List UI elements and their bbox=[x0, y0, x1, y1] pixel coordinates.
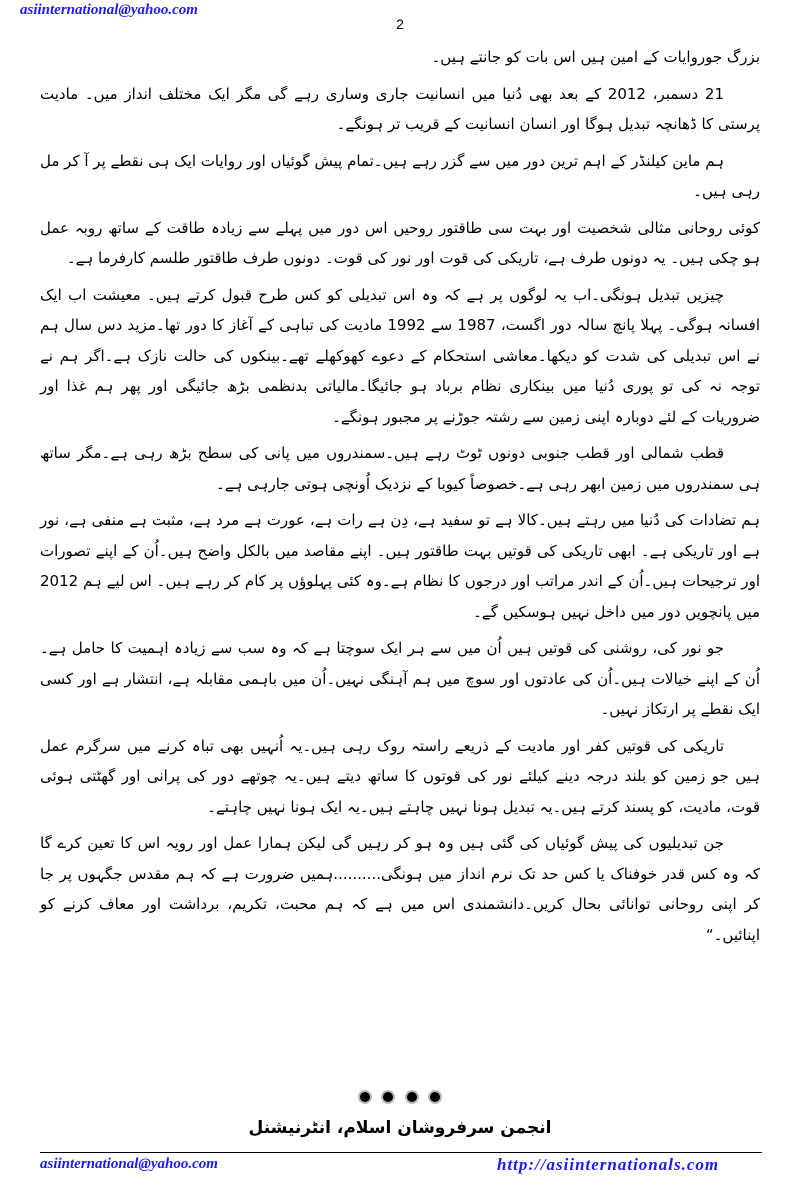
star-ornament-icon bbox=[358, 1090, 372, 1104]
star-ornament-icon bbox=[405, 1090, 419, 1104]
star-ornament-icon bbox=[428, 1090, 442, 1104]
footer-email-link[interactable]: asiinternational@yahoo.com bbox=[40, 1156, 218, 1172]
organization-name: انجمن سرفروشان اسلام، انٹرنیشنل bbox=[248, 1118, 552, 1138]
section-separator bbox=[0, 1090, 800, 1108]
article-body bbox=[40, 42, 760, 956]
paragraph: 21 دسمبر، 2012 کے بعد بھی دُنیا میں انسانیت جاری وساری رہے گی مگر ایک مختلف انداز میں۔ مادیت پرستی کا ڈھانچہ تبدیل ہوگا اور انسان انسانیت کے قریب تر ہونگے۔ bbox=[40, 84, 760, 133]
paragraph: تاریکی کی قوتیں کفر اور مادیت کے ذریعے راستہ روک رہی ہیں۔یہ اُنہیں بھی تباہ کرنے میں سرگرم عمل ہیں جو زمین کو بلند درجہ دینے کیلئے نور کی قوتوں کا ساتھ دیتے ہیں۔یہ چوتھے دور کی پرانی اور گھٹتی ہوئی قوت، مادیت، کو پسند کرتے ہیں۔یہ تبدیل ہونا نہیں چاہتے ہیں۔یہ ایک ہونا نہیں چاہتے۔ bbox=[40, 736, 760, 816]
star-ornament-icon bbox=[381, 1090, 395, 1104]
footer-website-link[interactable]: http://asiinternationals.com bbox=[497, 1155, 720, 1174]
paragraph: بزرگ جوروایات کے امین ہیں اس بات کو جانتے ہیں۔ bbox=[431, 48, 760, 66]
page-number: 2 bbox=[396, 16, 404, 32]
paragraph: جو نور کی، روشنی کی قوتیں ہیں اُن میں سے ہر ایک سوچتا ہے کہ وہ سب سے زیادہ اہمیت کا حامل ہے۔اُن کے اپنے خیالات ہیں۔اُن کی عادتوں اور سوچ میں ہم آہنگی نہیں۔اُن میں باہمی مقابلہ ہے، انتشار ہے اور کسی ایک نقطے پر ارتکاز نہیں۔ bbox=[40, 639, 760, 718]
paragraph: ہم ماین کیلنڈر کے اہم ترین دور میں سے گزر رہے ہیں۔تمام پیش گوئیاں اور روایات ایک ہی نقطے پر آ کر مل رہی ہیں۔ bbox=[40, 151, 760, 200]
paragraph: چیزیں تبدیل ہونگی۔اب یہ لوگوں پر ہے کہ وہ اس تبدیلی کو کس طرح قبول کرتے ہیں۔ معیشت اب ایک افسانہ ہوگی۔ پہلا پانچ سالہ دور اگست، 1987 سے 1992 مادیت کی تباہی کے آغاز کا دور تھا۔مزید دس سال ہم نے اس تبدیلی کی شدت کو دیکھا۔معاشی استحکام کے دعوے کھوکھلے تھے۔بینکوں کی حالت نازک ہے۔اگر ہم نے توجہ نہ کی تو پوری دُنیا میں بینکاری نظام برباد ہو جائیگا۔مالیاتی بدنظمی بڑھ جائیگی اور پھر ہم غذا اور ضروریات کے لئے دوبارہ اپنی زمین سے رشتہ جوڑنے پر مجبور ہونگے۔ bbox=[40, 285, 760, 426]
paragraph: قطب شمالی اور قطب جنوبی دونوں ٹوٹ رہے ہیں۔سمندروں میں پانی کی سطح بڑھ رہی ہے۔مگر ساتھ ہی سمندروں میں زمین ابھر رہی ہے۔خصوصاً کیوبا کے نزدیک اُونچی ہوتی جارہی ہے۔ bbox=[40, 444, 760, 493]
paragraph: جن تبدیلیوں کی پیش گوئیاں کی گئی ہیں وہ ہو کر رہیں گی لیکن ہمارا عمل اور رویہ اس کا تعین کرے گا کہ وہ کس قدر خوفناک یا کس حد تک نرم انداز میں ہونگی..........ہمیں ضرورت ہے کہ ہم مقدس جگہوں پر جا کر اپنی روحانی توانائی بحال کریں۔دانشمندی اس میں ہے کہ ہم محبت، تکریم، برداشت اور معاف کرنے کو اپنائیں۔“ bbox=[40, 834, 760, 944]
paragraph: ہم تضادات کی دُنیا میں رہتے ہیں۔کالا ہے تو سفید ہے، دِن ہے رات ہے، عورت ہے مرد ہے، مثبت ہے منفی ہے، نور ہے اور تاریکی ہے۔ ابھی تاریکی کی قوتیں بہت طاقتور ہیں۔ اپنے مقاصد میں بالکل واضح ہیں۔اُن کے اپنے تصورات اور ترجیحات ہیں۔اُن کے اندر مراتب اور درجوں کا نظام ہے۔وہ کئی پہلوؤں پر کام کر رہے ہیں۔ اس لیے ہم 2012 میں پانچویں دور میں داخل نہیں ہوسکیں گے۔ bbox=[40, 511, 760, 621]
footer-divider bbox=[40, 1152, 762, 1153]
paragraph: کوئی روحانی مثالی شخصیت اور بہت سی طاقتور روحیں اس دور میں پہلے سے زیادہ طاقت کے ساتھ روبہ عمل ہو چکی ہیں۔ یہ دونوں طرف ہے، تاریکی کی قوت اور نور کی قوت۔ دونوں طرف طاقتور طلسم کارفرما ہے۔ bbox=[40, 218, 760, 267]
header-email-link[interactable]: asiinternational@yahoo.com bbox=[20, 2, 198, 18]
